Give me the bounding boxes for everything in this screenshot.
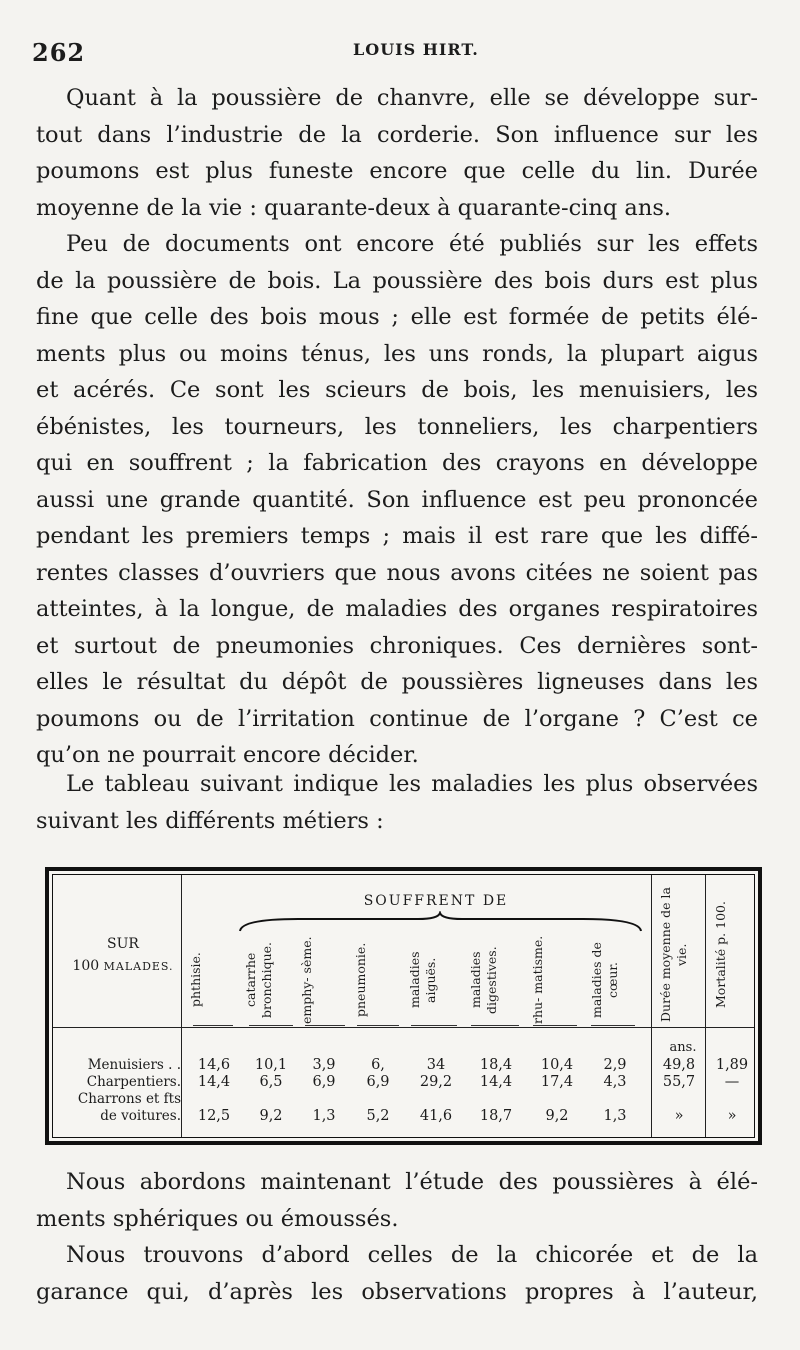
text-line: Nous abordons maintenant l’étude des poussières à élé- <box>66 1169 758 1195</box>
text-line: atteintes, à la longue, de maladies des organes respiratoires <box>36 596 758 622</box>
page-header <box>28 38 768 68</box>
table-cell: 1,89 <box>715 1057 749 1073</box>
row-label-charrons: Charrons et fts <box>77 1091 181 1107</box>
column-rule <box>193 1025 233 1026</box>
table-cell: 9,2 <box>545 1108 569 1124</box>
table-cell: 29,2 <box>419 1074 453 1090</box>
table-cell: » <box>727 1108 737 1124</box>
table-cell: 14,4 <box>479 1074 513 1090</box>
paragraph-spherical-dust <box>36 1164 758 1237</box>
col-header-maladies-aigues: maladies aiguës. <box>407 951 438 1009</box>
table-cell: 12,5 <box>197 1108 231 1124</box>
table-cell: 55,7 <box>662 1074 696 1090</box>
table-cell: 10,4 <box>540 1057 574 1073</box>
sur-label-line-2 <box>63 955 183 978</box>
paragraph-table-intro <box>36 766 758 839</box>
text-line: et acérés. Ce sont les scieurs de bois, les menuisiers, les <box>36 377 758 403</box>
column-rule <box>591 1025 635 1026</box>
table-cell: 9,2 <box>259 1108 283 1124</box>
text-line: fine que celle des bois mous ; elle est formée de petits élé- <box>36 304 758 330</box>
table-cell: 14,4 <box>197 1074 231 1090</box>
col-header-mortalite: Mortalité p. 100. <box>713 901 728 1009</box>
paragraph-wood-dust <box>36 226 758 774</box>
diseases-table <box>45 867 762 1145</box>
text-line: garance qui, d’après les observations propres à l’auteur, <box>36 1278 758 1305</box>
table-cell: 14,6 <box>197 1057 231 1073</box>
table-inner <box>52 874 755 1138</box>
col-header-phthisie: phthisie. <box>188 952 203 1008</box>
text-line: rentes classes d’ouvriers que nous avons citées ne soient pas <box>36 559 758 586</box>
column-rule <box>305 1025 345 1026</box>
table-cell: 5,2 <box>366 1108 390 1124</box>
col-header-rhumatisme: rhu- matisme. <box>530 935 545 1025</box>
unit-ans: ans. <box>669 1040 697 1055</box>
table-cell: 17,4 <box>540 1074 574 1090</box>
table-cell: 18,7 <box>479 1108 513 1124</box>
table-cell: 41,6 <box>419 1108 453 1124</box>
table-cell: 49,8 <box>662 1057 696 1073</box>
text-line: poumons est plus funeste encore que celle du lin. Durée <box>36 158 758 184</box>
text-line: et surtout de pneumonies chroniques. Ces dernières sont- <box>36 632 758 659</box>
text-line: moyenne de la vie : quarante-deux à quarante-cinq ans. <box>36 194 672 221</box>
col-header-maladies-coeur: maladies de cœur. <box>589 942 620 1018</box>
brace-icon <box>238 911 643 933</box>
row-label-charrons-2: de voitures. <box>100 1108 181 1124</box>
sur-label <box>63 933 183 978</box>
sur-label-number: 100 <box>72 958 100 974</box>
text-line: ments plus ou moins ténus, les uns ronds, la plupart aigus <box>36 340 758 367</box>
table-cell: 6,9 <box>366 1074 390 1090</box>
text-line: Nous trouvons d’abord celles de la chicorée et de la <box>66 1242 758 1268</box>
table-cell: 6,5 <box>259 1074 283 1090</box>
page-number: 262 <box>32 38 86 67</box>
row-label-menuisiers: Menuisiers . . <box>87 1057 181 1073</box>
text-line: aussi une grande quantité. Son influence est peu prononcée <box>36 486 758 513</box>
text-line: Le tableau suivant indique les maladies les plus observées <box>66 771 758 797</box>
text-line: Quant à la poussière de chanvre, elle se développe sur- <box>66 85 758 111</box>
text-line: elles le résultat du dépôt de poussières ligneuses dans les <box>36 669 758 695</box>
column-rule <box>357 1025 399 1026</box>
col-header-catarrhe: catarrhe bronchique. <box>243 941 274 1019</box>
column-rule <box>533 1025 577 1026</box>
table-header-rule <box>53 1027 754 1028</box>
column-rule <box>249 1025 293 1026</box>
text-line: ébénistes, les tourneurs, les tonneliers, les charpentiers <box>36 413 758 440</box>
table-cell: 1,3 <box>603 1108 627 1124</box>
table-cell: 18,4 <box>479 1057 513 1073</box>
table-cell: 1,3 <box>312 1108 336 1124</box>
table-cell: 10,1 <box>254 1057 288 1073</box>
paragraph-chicory-dust <box>36 1237 758 1310</box>
sur-label-line: SUR <box>107 936 139 952</box>
table-cell: 6, <box>371 1057 385 1073</box>
table-divider <box>181 875 182 1137</box>
table-cell: 6,9 <box>312 1074 336 1090</box>
row-label-charpentiers: Charpentiers. <box>86 1074 181 1090</box>
text-line: pendant les premiers temps ; mais il est rare que les diffé- <box>36 523 758 549</box>
col-header-pneumonie: pneumonie. <box>353 942 368 1018</box>
column-rule <box>411 1025 457 1026</box>
table-cell: » <box>674 1108 684 1124</box>
table-cell: 2,9 <box>603 1057 627 1073</box>
text-line: qui en souffrent ; la fabrication des crayons en développe <box>36 450 758 476</box>
text-line: tout dans l’industrie de la corderie. Son influence sur les <box>36 121 758 148</box>
table-cell: 3,9 <box>312 1057 336 1073</box>
col-header-duree-vie: Durée moyenne de la vie. <box>658 887 689 1023</box>
table-cell: 4,3 <box>603 1074 627 1090</box>
text-line: qu’on ne pourrait encore décider. <box>36 742 419 768</box>
paragraph-hemp-dust <box>36 80 758 226</box>
table-cell: — <box>724 1074 740 1090</box>
column-rule <box>471 1025 519 1026</box>
col-header-emphyseme: emphy- sème. <box>299 936 314 1024</box>
text-line: suivant les différents métiers : <box>36 807 384 834</box>
running-head: LOUIS HIRT. <box>353 40 479 59</box>
text-line: poumons ou de l’irritation continue de l’organe ? C’est ce <box>36 705 758 732</box>
table-divider <box>705 875 706 1137</box>
souffrent-label: SOUFFRENT DE <box>363 893 509 909</box>
col-header-maladies-digestives: maladies digestives. <box>468 946 499 1014</box>
text-line: de la poussière de bois. La poussière des bois durs est plus <box>36 267 758 294</box>
text-line: Peu de documents ont encore été publiés sur les effets <box>66 231 758 257</box>
table-divider <box>651 875 652 1137</box>
text-line: ments sphériques ou émoussés. <box>36 1205 399 1232</box>
table-cell: 34 <box>426 1057 446 1073</box>
sur-label-unit: MALADES. <box>103 960 174 973</box>
